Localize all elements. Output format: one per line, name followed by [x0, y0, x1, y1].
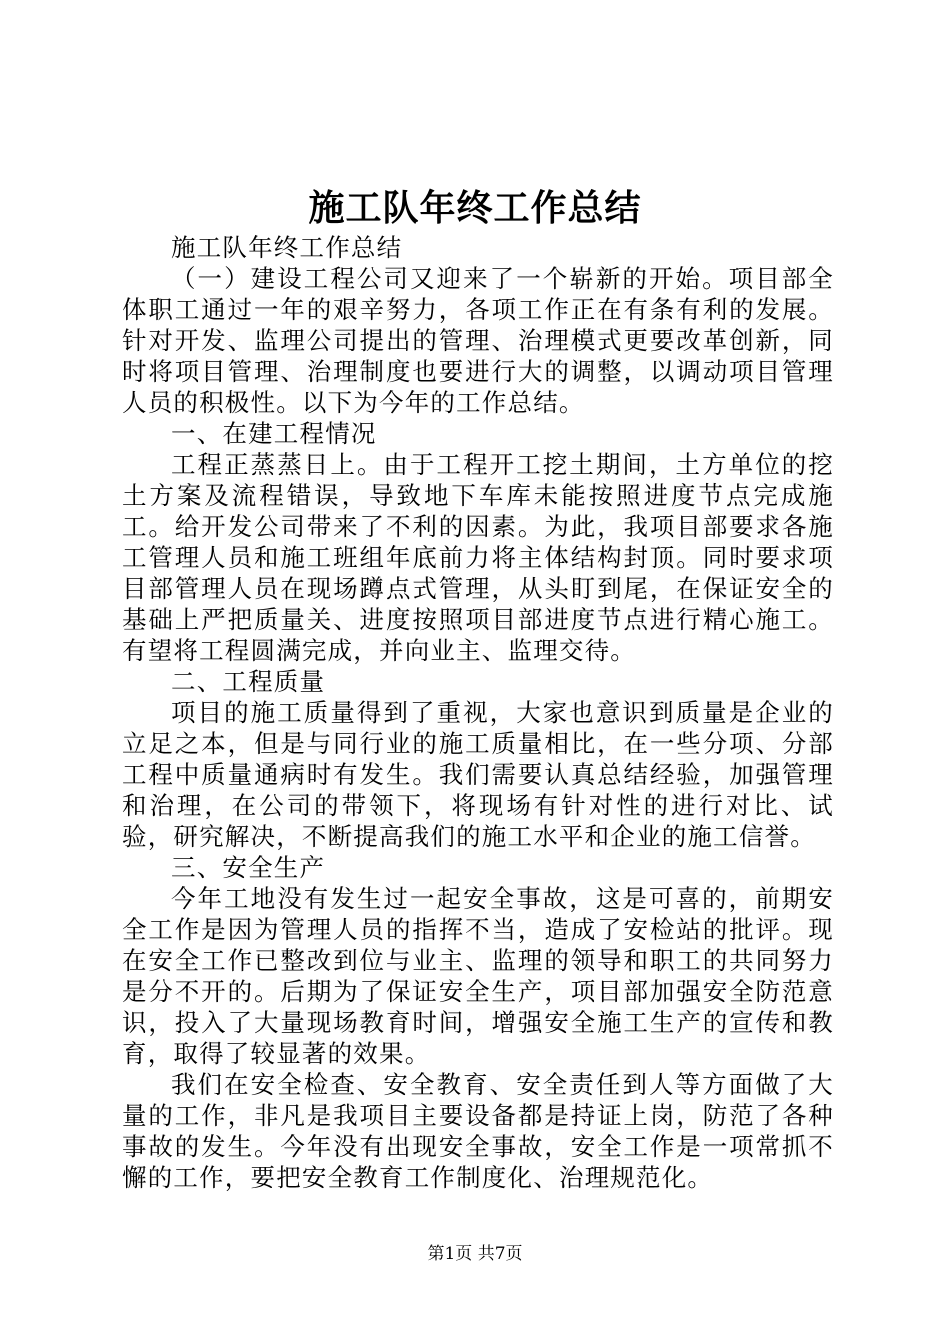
section-heading-quality: 二、工程质量	[171, 667, 326, 696]
paragraph-intro: （一）建设工程公司又迎来了一个崭新的开始。项目部全体职工通过一年的艰辛努力，各项工作正在有条有利的发展。针对开发、监理公司提出的管理、治理模式更要改革创新，同时将项目管理、治理制度也要进行大的调整，以调动项目管理人员的积极性。以下为今年的工作总结。	[122, 264, 834, 417]
document-body	[122, 232, 834, 1193]
document-title: 施工队年终工作总结	[308, 187, 642, 229]
paragraph-subtitle: 施工队年终工作总结	[171, 233, 403, 262]
page-footer: 第1页 共7页	[427, 1244, 523, 1264]
paragraph-quality: 项目的施工质量得到了重视，大家也意识到质量是企业的立足之本，但是与同行业的施工质量相比，在一些分项、分部工程中质量通病时有发生。我们需要认真总结经验，加强管理和治理，在公司的带领下，将现场有针对性的进行对比、试验，研究解决，不断提高我们的施工水平和企业的施工信誉。	[122, 698, 834, 851]
paragraph-construction: 工程正蒸蒸日上。由于工程开工挖土期间，土方单位的挖土方案及流程错误，导致地下车库未能按照进度节点完成施工。给开发公司带来了不利的因素。为此，我项目部要求各施工管理人员和施工班组年底前力将主体结构封顶。同时要求项目部管理人员在现场蹲点式管理，从头盯到尾，在保证安全的基础上严把质量关、进度按照项目部进度节点进行精心施工。有望将工程圆满完成，并向业主、监理交待。	[122, 450, 834, 665]
section-heading-safety: 三、安全生产	[171, 853, 326, 882]
paragraph-safety-1: 今年工地没有发生过一起安全事故，这是可喜的，前期安全工作是因为管理人员的指挥不当，造成了安检站的批评。现在安全工作已整改到位与业主、监理的领导和职工的共同努力是分不开的。后期为了保证安全生产，项目部加强安全防范意识，投入了大量现场教育时间，增强安全施工生产的宣传和教育，取得了较显著的效果。	[122, 884, 834, 1068]
paragraph-safety-2: 我们在安全检查、安全教育、安全责任到人等方面做了大量的工作，非凡是我项目主要设备都是持证上岗，防范了各种事故的发生。今年没有出现安全事故，安全工作是一项常抓不懈的工作，要把安全教育工作制度化、治理规范化。	[122, 1070, 834, 1192]
section-heading-construction: 一、在建工程情况	[171, 419, 377, 448]
